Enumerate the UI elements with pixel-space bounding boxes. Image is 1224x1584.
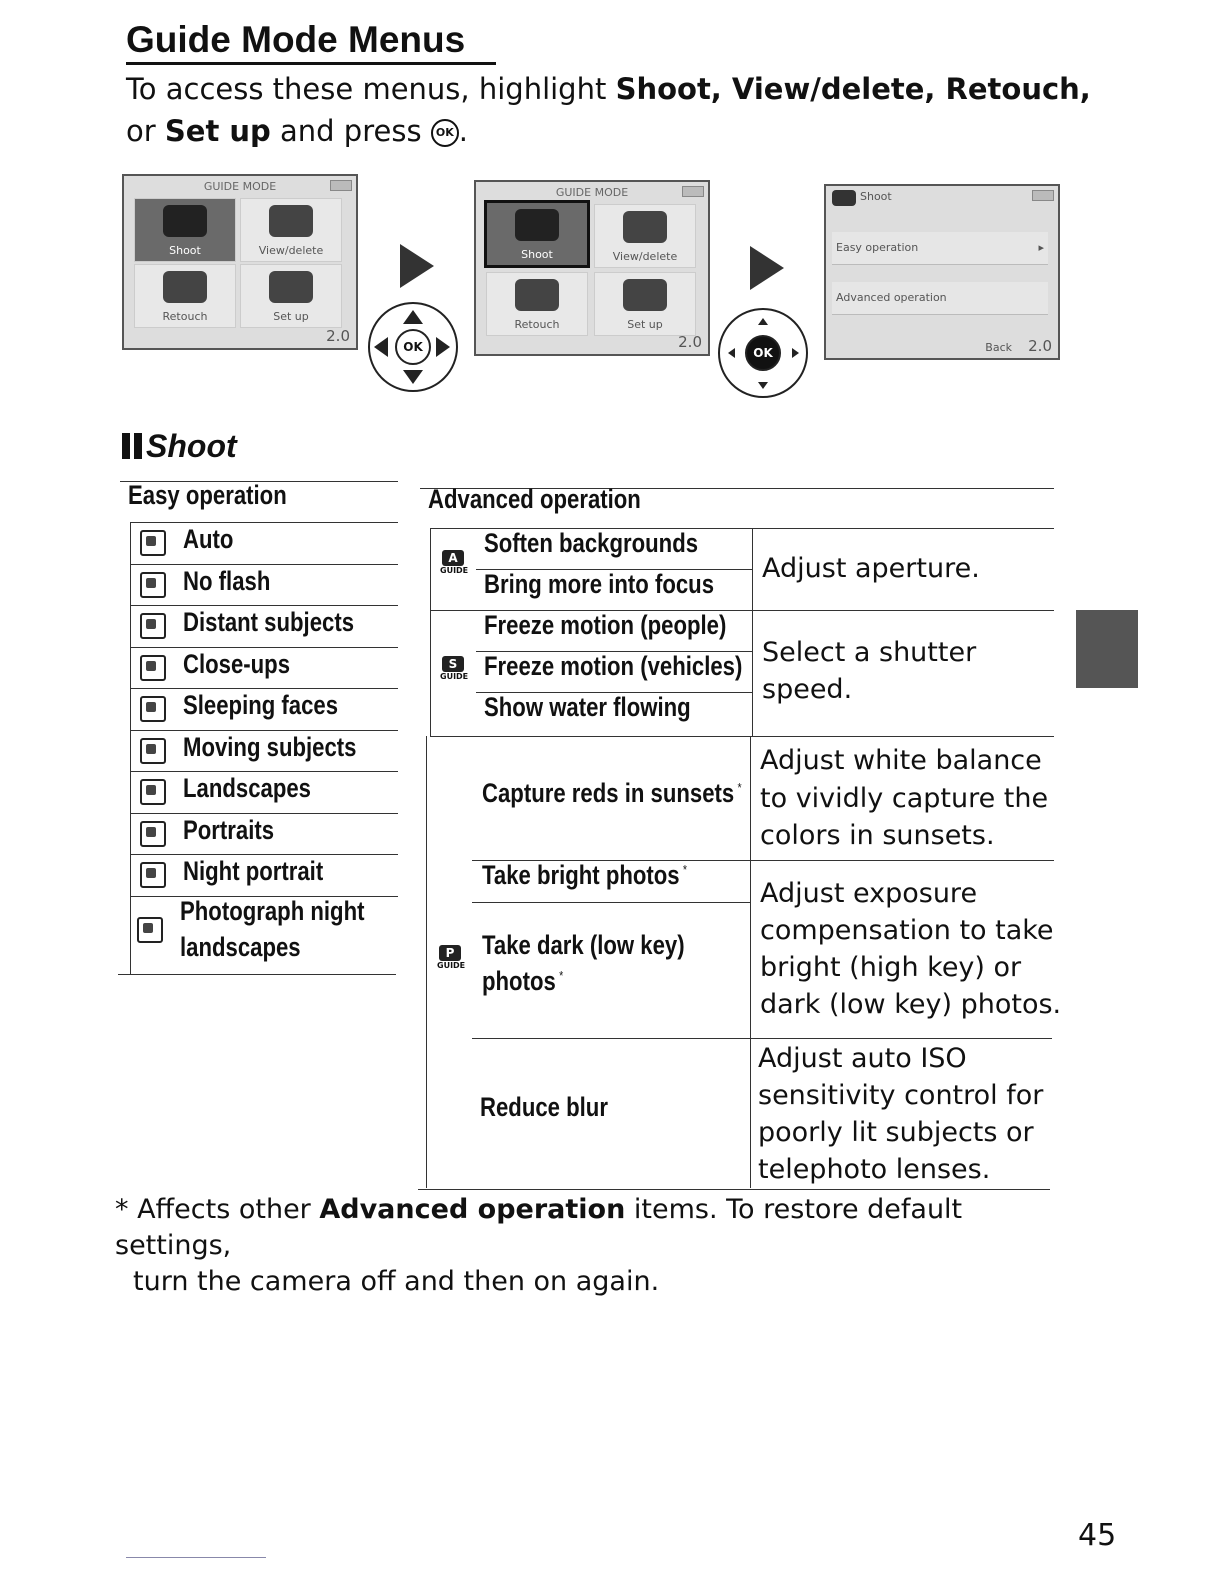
rule: [752, 528, 753, 736]
rule: [130, 647, 398, 648]
page-title: Guide Mode Menus: [126, 19, 466, 60]
section-bar-icon: [134, 433, 142, 459]
screen-footer: 2.0: [678, 333, 702, 351]
tile-shoot-selected: [484, 200, 590, 268]
rule: [472, 1038, 1052, 1039]
advanced-item: Reduce blur: [480, 1092, 608, 1122]
ok-button-icon: OK: [745, 335, 781, 371]
tile-retouch: [134, 264, 236, 328]
advanced-desc: speed.: [762, 674, 853, 705]
rule: [130, 813, 398, 814]
right-arrow-icon: [792, 348, 799, 358]
advanced-desc: telephoto lenses.: [758, 1154, 991, 1185]
easy-operation-header: Easy operation: [128, 480, 287, 510]
footnote: [115, 1192, 1075, 1300]
up-arrow-icon: [403, 310, 423, 324]
battery-icon: [682, 186, 704, 197]
intro-retouch: Retouch,: [935, 72, 1091, 106]
retouch-icon: [163, 271, 207, 303]
a-guide-icon: [440, 550, 469, 580]
left-arrow-icon: [374, 337, 388, 357]
rule: [130, 854, 398, 855]
guide-word: GUIDE: [437, 961, 466, 970]
right-arrow-icon: [436, 337, 450, 357]
tile-label: View/delete: [258, 244, 324, 257]
s-guide-icon: [440, 656, 469, 686]
advanced-desc: Adjust exposure: [760, 878, 978, 909]
guide-mode-screen-2: [474, 180, 710, 356]
retouch-icon: [515, 279, 559, 311]
rule: [418, 1189, 1050, 1190]
tile-view-delete: [594, 204, 696, 268]
rule: [426, 736, 427, 1188]
advanced-item: [482, 966, 563, 997]
section-title: Shoot: [146, 428, 237, 464]
footnote-rest: items. To restore default settings,: [115, 1194, 963, 1261]
rule: [130, 771, 398, 772]
section-heading: [122, 428, 237, 465]
ok-button-icon: OK: [395, 329, 431, 365]
guide-letter: A: [442, 550, 464, 566]
footnote-start: * Affects other: [115, 1194, 320, 1225]
advanced-item: [482, 860, 687, 891]
guide-word: GUIDE: [440, 566, 469, 575]
rule: [130, 688, 398, 689]
intro-part2: or: [126, 114, 165, 148]
tile-label: View/delete: [612, 250, 678, 263]
intro-part1: To access these menus, highlight: [126, 72, 616, 106]
advanced-desc: to vividly capture the: [760, 783, 1049, 814]
section-bar-icon: [122, 433, 130, 459]
easy-item: No flash: [183, 565, 271, 596]
rule: [130, 564, 398, 565]
down-arrow-icon: [403, 370, 423, 384]
advanced-item: Soften backgrounds: [484, 528, 699, 558]
p-guide-icon: [437, 945, 466, 975]
shoot-menu-screen: [824, 184, 1060, 360]
multi-selector-icon: [368, 302, 458, 392]
intro-end: .: [458, 114, 468, 148]
rule: [130, 522, 398, 523]
scene-mode-icon: [140, 530, 166, 556]
rule: [472, 902, 750, 903]
easy-item: Distant subjects: [183, 607, 355, 637]
guide-word: GUIDE: [440, 672, 469, 681]
advanced-item: Freeze motion (people): [484, 610, 727, 640]
night-landscape-mode-icon: [137, 917, 163, 943]
screen-footer: 2.0: [1028, 337, 1052, 355]
advanced-operation-header: Advanced operation: [428, 484, 641, 514]
easy-item: landscapes: [180, 932, 301, 962]
chapter-tab-marker: [1076, 610, 1138, 688]
tile-label: Set up: [273, 310, 309, 323]
advanced-desc: colors in sunsets.: [760, 820, 995, 851]
footnote-bold: Advanced operation: [319, 1194, 626, 1225]
intro-view-delete: View/delete,: [721, 72, 936, 106]
intro-setup: Set up: [164, 114, 271, 148]
chevron-right-icon: ▸: [1038, 241, 1044, 254]
screen-title: GUIDE MODE: [203, 180, 277, 193]
rule: [750, 736, 751, 1188]
arrow-right-icon: [750, 246, 784, 290]
tile-retouch: [486, 272, 588, 336]
guide-letter: S: [442, 656, 464, 672]
page-number: 45: [1078, 1518, 1117, 1553]
easy-item: Moving subjects: [183, 731, 357, 762]
easy-item: Night portrait: [183, 856, 324, 886]
easy-item: Close-ups: [183, 648, 291, 679]
screen-title: GUIDE MODE: [555, 186, 629, 199]
down-arrow-icon: [758, 382, 768, 389]
photos-icon: [623, 211, 667, 243]
multi-selector-icon: [718, 308, 808, 398]
footnote-line2: turn the camera off and then on again.: [133, 1266, 660, 1297]
rule: [118, 974, 396, 975]
scene-mode-icon: [140, 738, 166, 764]
intro-part3: and press: [270, 114, 431, 148]
scene-mode-icon: [140, 696, 166, 722]
camera-icon: [163, 205, 207, 237]
asterisk: *: [737, 780, 742, 795]
left-arrow-icon: [728, 348, 735, 358]
guide-mode-screen-1: [122, 174, 358, 350]
asterisk: *: [682, 862, 688, 877]
menu-item-easy-operation: [832, 232, 1048, 265]
camera-icon: [832, 190, 856, 206]
rule: [130, 522, 131, 974]
scene-mode-icon: [140, 821, 166, 847]
up-arrow-icon: [758, 318, 768, 325]
rule: [430, 528, 431, 736]
back-hint: Back: [985, 341, 1012, 354]
battery-icon: [330, 180, 352, 191]
item-label: Take bright photos: [482, 860, 680, 890]
tile-setup: [240, 264, 342, 328]
scene-mode-icon: [140, 862, 166, 888]
tile-label: Retouch: [162, 310, 208, 323]
battery-icon: [1032, 190, 1054, 201]
setup-icon: [269, 271, 313, 303]
screen-footer: 2.0: [326, 327, 350, 345]
tile-shoot: [134, 198, 236, 262]
arrow-right-icon: [400, 244, 434, 288]
advanced-desc: Adjust white balance: [760, 745, 1042, 776]
tile-label: Shoot: [169, 244, 201, 257]
scene-mode-icon: [140, 779, 166, 805]
advanced-item: Take dark (low key): [482, 930, 685, 960]
tile-label: Shoot: [521, 248, 553, 261]
item-label: Capture reds in sunsets: [482, 778, 735, 808]
ok-button-icon: OK: [431, 119, 459, 147]
item-label: photos: [482, 966, 556, 996]
advanced-item: [482, 778, 742, 809]
advanced-desc: poorly lit subjects or: [758, 1117, 1034, 1148]
easy-item: Portraits: [183, 814, 275, 845]
tile-setup: [594, 272, 696, 336]
advanced-desc: dark (low key) photos.: [760, 989, 1062, 1020]
tile-label: Retouch: [514, 318, 560, 331]
easy-item: Photograph night: [180, 896, 365, 926]
advanced-item: Show water flowing: [484, 692, 691, 722]
easy-item: Auto: [183, 524, 234, 554]
easy-item: Sleeping faces: [183, 690, 339, 720]
scene-mode-icon: [140, 655, 166, 681]
tile-label: Set up: [627, 318, 663, 331]
scene-mode-icon: [140, 572, 166, 598]
advanced-desc: Select a shutter: [762, 637, 977, 668]
guide-letter: P: [439, 945, 461, 961]
intro-shoot: Shoot,: [615, 72, 722, 106]
intro-text: [126, 68, 1091, 152]
title-underline: [126, 62, 496, 65]
setup-icon: [623, 279, 667, 311]
advanced-desc: Adjust auto ISO: [758, 1043, 967, 1074]
advanced-desc: sensitivity control for: [758, 1080, 1044, 1111]
asterisk: *: [559, 968, 564, 983]
screen-title: Shoot: [860, 190, 892, 203]
rule: [130, 605, 398, 606]
scene-mode-icon: [140, 613, 166, 639]
advanced-item: Bring more into focus: [484, 569, 715, 599]
menu-item-advanced-operation: Advanced operation: [832, 282, 1048, 315]
bottom-rule: [126, 1557, 266, 1558]
advanced-desc: compensation to take: [760, 915, 1054, 946]
rule: [130, 730, 398, 731]
camera-icon: [515, 209, 559, 241]
advanced-desc: Adjust aperture.: [762, 553, 980, 584]
rule: [430, 736, 1054, 737]
tile-view-delete: [240, 198, 342, 262]
advanced-desc: bright (high key) or: [760, 952, 1022, 983]
advanced-item: Freeze motion (vehicles): [484, 651, 743, 681]
photos-icon: [269, 205, 313, 237]
menu-item-label: Easy operation: [836, 241, 919, 254]
easy-item: Landscapes: [183, 773, 311, 803]
